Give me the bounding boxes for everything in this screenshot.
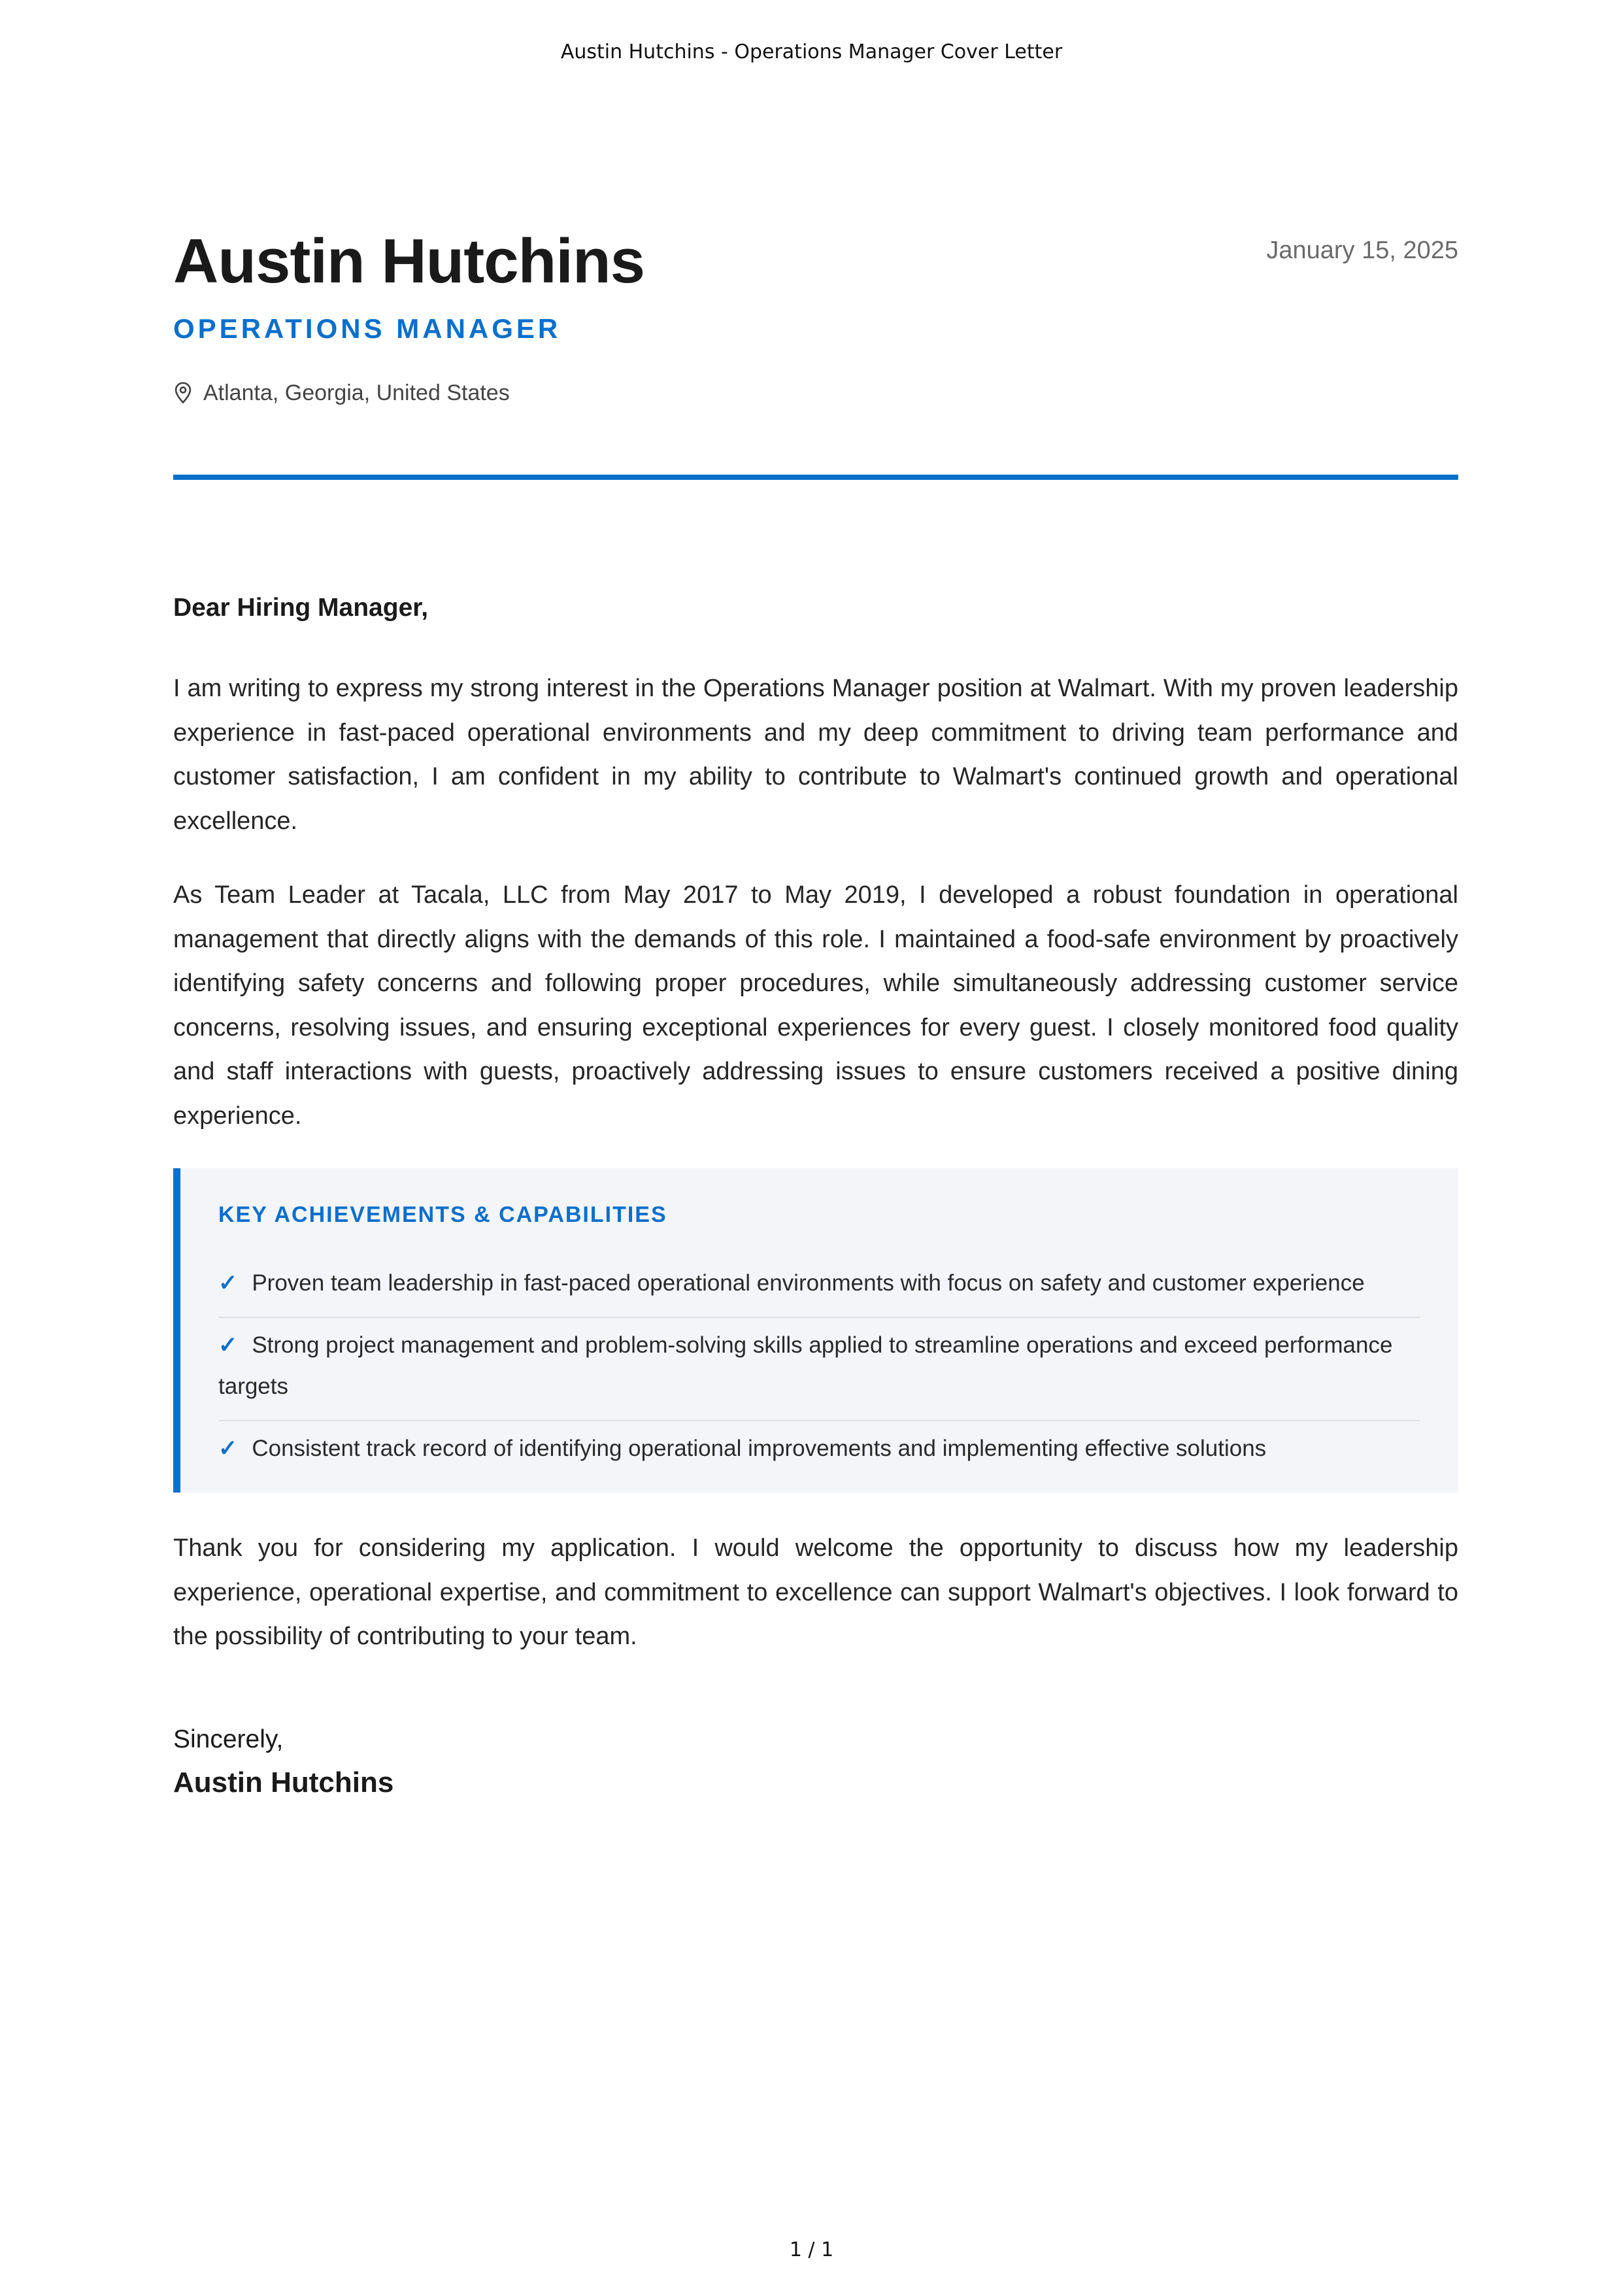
letter-header [173, 222, 1458, 471]
header-divider [173, 475, 1458, 480]
print-header: Austin Hutchins - Operations Manager Cover Letter [560, 41, 1063, 63]
achievements-callout [173, 1168, 1458, 1493]
achievement-text: Proven team leadership in fast-paced operational environments with focus on safety and customer experience [252, 1270, 1365, 1296]
paragraph-experience: As Team Leader at Tacala, LLC from May 2017 to May 2019, I developed a robust foundation in operational management that directly aligns with the demands of this role. I maintained a food-safe environment by proactively identifying safety concerns and following proper procedures, while simultaneously addressing customer service concerns, resolving issues, and ensuring exceptional experiences for every guest. I closely monitored food quality and staff interactions with guests, proactively addressing issues to ensure customers received a positive dining experience. [173, 881, 1458, 1130]
location [173, 378, 510, 408]
achievement-text: Strong project management and problem-solving skills applied to streamline operations and exceed performance targets [218, 1332, 1393, 1399]
achievement-item [218, 1421, 1420, 1473]
applicant-name: Austin Hutchins [173, 226, 644, 296]
letter-date: January 15, 2025 [1266, 237, 1458, 264]
checkmark-icon: ✓ [218, 1436, 238, 1461]
location-text: Atlanta, Georgia, United States [203, 380, 510, 405]
callout-title: KEY ACHIEVEMENTS & CAPABILITIES [218, 1202, 667, 1227]
map-pin-icon [173, 382, 193, 404]
cover-letter-page [173, 222, 1458, 1798]
paragraph-closing: Thank you for considering my application. I would welcome the opportunity to discuss how my leadership experience, operational expertise, and commitment to excellence can support Walmart's objectives. I look forward to the possibility of contributing to your team. [173, 1534, 1458, 1650]
job-title: OPERATIONS MANAGER [173, 313, 561, 344]
checkmark-icon: ✓ [218, 1270, 238, 1296]
salutation: Dear Hiring Manager, [173, 594, 429, 622]
closing-phrase: Sincerely, [173, 1725, 284, 1753]
achievement-text: Consistent track record of identifying operational improvements and implementing effective solutions [252, 1436, 1267, 1461]
page-number: 1 / 1 [789, 2238, 834, 2261]
achievement-item [218, 1318, 1420, 1421]
checkmark-icon: ✓ [218, 1332, 238, 1358]
achievement-item [218, 1256, 1420, 1318]
letter-body [173, 588, 1458, 1804]
paragraph-intro: I am writing to express my strong interest in the Operations Manager position at Walmart. With my proven leadership experience in fast-paced operational environments and my deep commitment to driving team performance and customer satisfaction, I am confident in my ability to contribute to Walmart's continued growth and operational excellence. [173, 675, 1458, 835]
signature-name: Austin Hutchins [173, 1766, 394, 1798]
